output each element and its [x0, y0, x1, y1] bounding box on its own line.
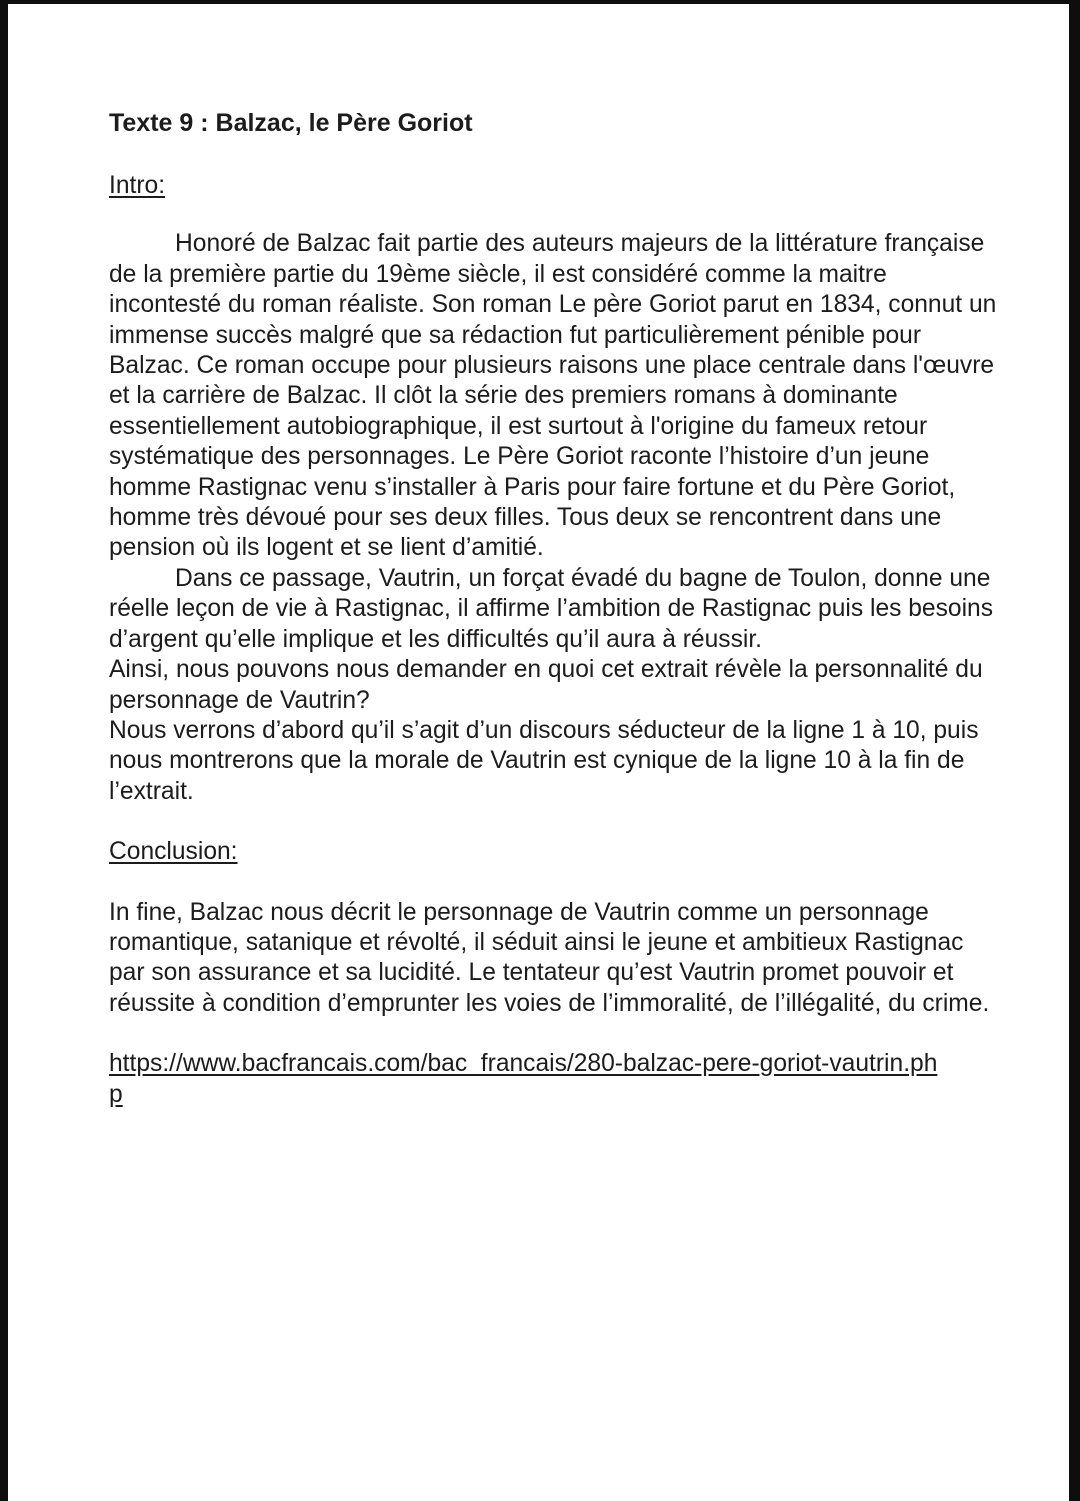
- intro-problematic: Ainsi, nous pouvons nous demander en quoi cet extrait révèle la personnalité du personnage de Vautrin?: [109, 656, 983, 714]
- intro-heading: Intro:: [109, 172, 166, 199]
- source-link[interactable]: https://www.bacfrancais.com/bac_francais/280-balzac-pere-goriot-vautrin.php: [109, 1050, 938, 1108]
- conclusion-heading: Conclusion:: [109, 838, 238, 866]
- intro-paragraph-passage: Dans ce passage, Vautrin, un forçat évadé du bagne de Toulon, donne une réelle leçon de vie à Rastignac, il affirme l’ambition de Rastignac puis les besoins d’argent qu’elle implique et les difficultés qu’il aura à réussir.: [109, 564, 994, 653]
- document-page: [8, 4, 1069, 1501]
- conclusion-paragraph: In fine, Balzac nous décrit le personnage de Vautrin comme un personnage romantique, satanique et révolté, il séduit ainsi le jeune et ambitieux Rastignac par son assurance et sa lucidité. Le tentateur qu’est Vautrin promet pouvoir et réussite à condition d’emprunter les voies de l’immoralité, de l’illégalité, du crime.: [109, 898, 990, 1017]
- intro-paragraph-context: Honoré de Balzac fait partie des auteurs majeurs de la littérature française de la première partie du 19ème siècle, il est considéré comme la maitre incontesté du roman réaliste. Son roman Le père Goriot parut en 1834, connut un immense succès malgré que sa rédaction fut particulièrement pénible pour Balzac. Ce roman occupe pour plusieurs raisons une place centrale dans l'œuvre et la carrière de Balzac. Il clôt la série des premiers romans à dominante essentiellement autobiographique, il est surtout à l'origine du fameux retour systématique des personnages. Le Père Goriot raconte l’histoire d’un jeune homme Rastignac venu s’installer à Paris pour faire fortune et du Père Goriot, homme très dévoué pour ses deux filles. Tous deux se rencontrent dans une pension où ils logent et se lient d’amitié.: [109, 230, 997, 562]
- intro-plan: Nous verrons d’abord qu’il s’agit d’un discours séducteur de la ligne 1 à 10, puis nous montrerons que la morale de Vautrin est cynique de la ligne 10 à la fin de l’extrait.: [109, 716, 979, 805]
- document-title: Texte 9 : Balzac, le Père Goriot: [109, 109, 473, 137]
